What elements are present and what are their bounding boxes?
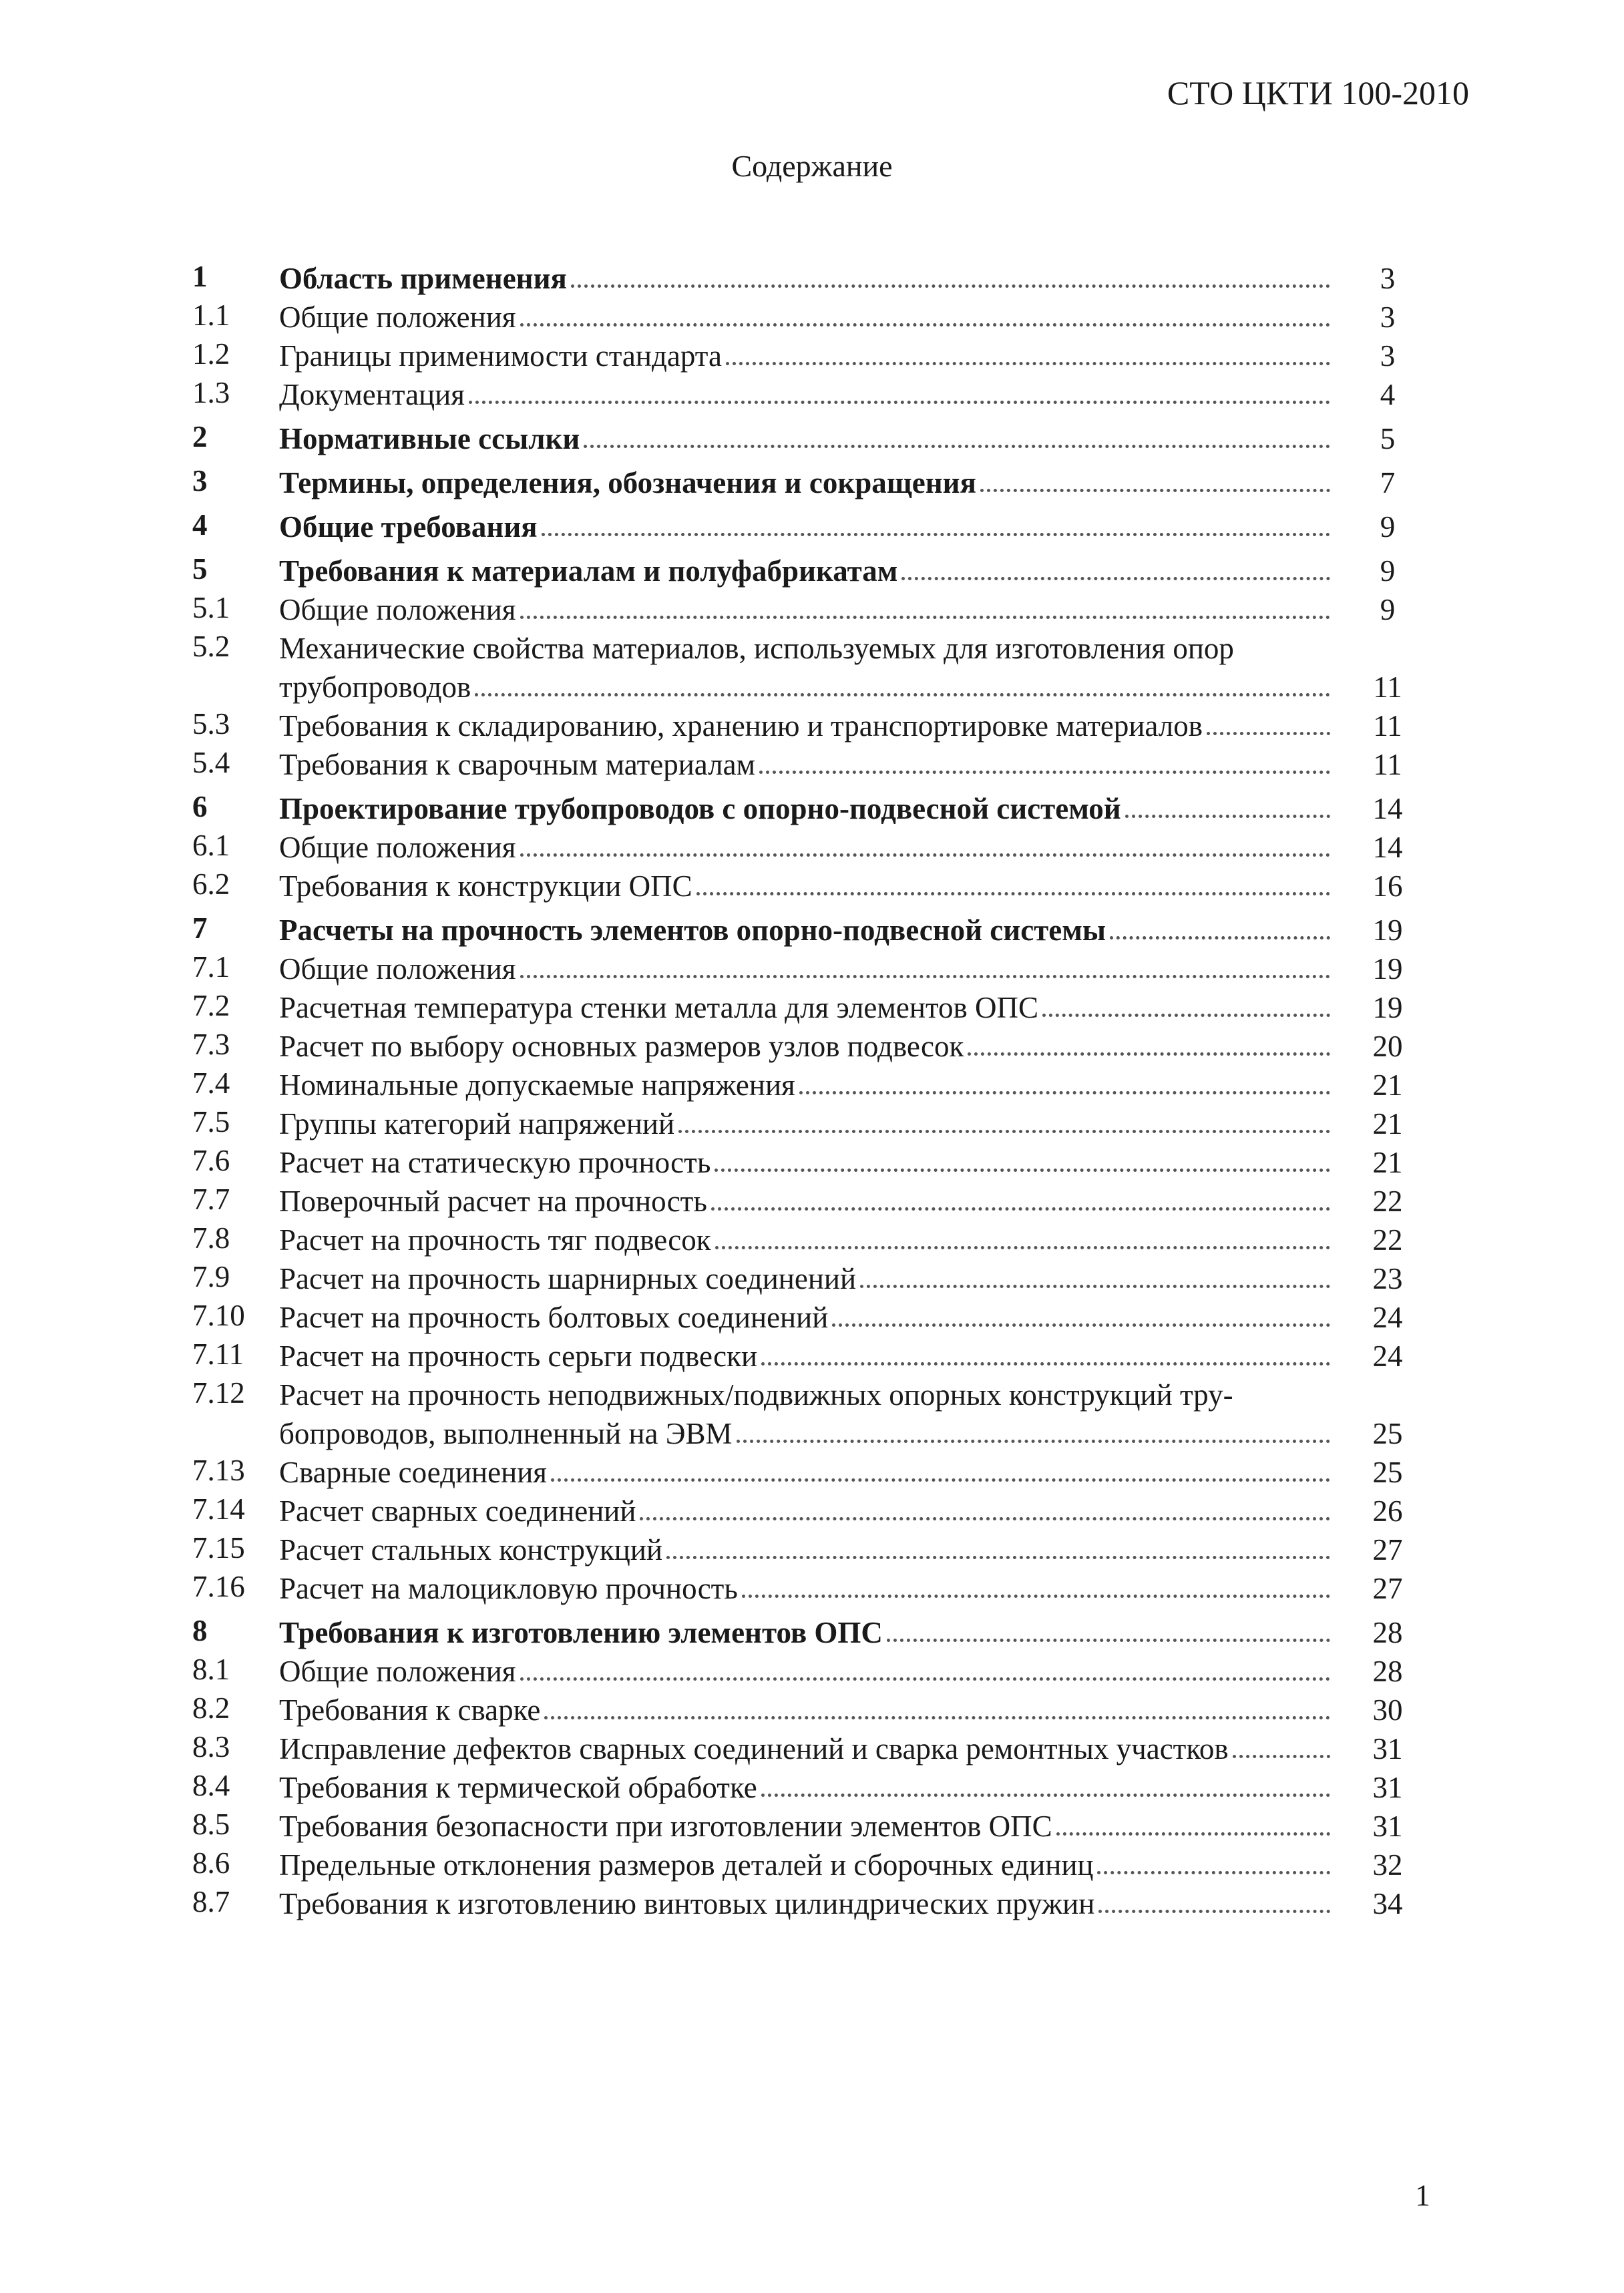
toc-entry-title: Общие положения (279, 831, 516, 864)
toc-entry-page: 22 (1372, 1223, 1403, 1257)
dot-leader (711, 1207, 1330, 1211)
toc-entry-page: 3 (1380, 262, 1396, 295)
toc-entry-title: Поверочный расчет на прочность (279, 1185, 707, 1218)
toc-entry-page: 11 (1373, 748, 1402, 781)
toc-entry-title: Расчет на прочность болтовых соединений (279, 1301, 829, 1334)
toc-entry (192, 1298, 1421, 1337)
toc-entry (192, 1104, 1421, 1143)
dot-leader (980, 489, 1330, 492)
dot-leader (640, 1517, 1330, 1520)
table-of-contents (192, 254, 1421, 1923)
toc-entry-title: Нормативные ссылки (279, 422, 580, 455)
toc-entry-title: Общие требования (279, 510, 538, 544)
toc-entry-number: 2 (192, 420, 208, 453)
toc-entry-title: Проектирование трубопроводов с опорно-подвесной системой (279, 792, 1121, 825)
toc-entry-number: 7.14 (192, 1492, 245, 1526)
toc-entry-number: 6.1 (192, 829, 230, 862)
dot-leader (584, 445, 1330, 448)
dot-leader (520, 616, 1330, 619)
toc-entry-title: Предельные отклонения размеров деталей и сборочных единиц (279, 1848, 1094, 1882)
toc-entry-title: Термины, определения, обозначения и сокращения (279, 466, 976, 499)
toc-entry-number: 7.16 (192, 1570, 245, 1603)
dot-leader (1207, 732, 1330, 735)
toc-entry (192, 1846, 1421, 1884)
dot-leader (678, 1130, 1330, 1133)
dot-leader (968, 1052, 1330, 1056)
toc-entry-title: Расчет на малоцикловую прочность (279, 1572, 738, 1605)
toc-entry-page: 16 (1372, 869, 1403, 903)
toc-entry-number: 7.4 (192, 1066, 230, 1100)
dot-leader (901, 577, 1330, 580)
toc-entry-number: 1.1 (192, 298, 230, 332)
toc-entry-page: 23 (1372, 1262, 1403, 1295)
toc-entry-title: Группы категорий напряжений (279, 1107, 675, 1140)
dot-leader (887, 1639, 1330, 1642)
dot-leader (542, 533, 1330, 536)
toc-entry-page: 14 (1372, 792, 1403, 825)
toc-entry-page: 27 (1372, 1533, 1403, 1567)
toc-entry-title: Расчеты на прочность элементов опорно-подвесной системы (279, 913, 1106, 947)
document-code: СТО ЦКТИ 100-2010 (1167, 74, 1469, 112)
toc-entry-number: 3 (192, 464, 208, 497)
toc-entry (192, 1143, 1421, 1182)
toc-entry (192, 1221, 1421, 1259)
toc-entry-title: Расчет на статическую прочность (279, 1146, 711, 1179)
toc-entry-number: 7.12 (192, 1376, 245, 1410)
toc-entry (192, 590, 1421, 629)
toc-entry-title: Границы применимости стандарта (279, 339, 722, 373)
toc-entry-title: Требования к сварочным материалам (279, 748, 756, 781)
dot-leader (469, 401, 1330, 404)
toc-entry-title: Расчет сварных соединений (279, 1494, 636, 1528)
dot-leader (1097, 1871, 1330, 1874)
toc-entry-title: Расчетная температура стенки металла для элементов ОПС (279, 991, 1039, 1024)
toc-entry (192, 745, 1421, 784)
dot-leader (571, 284, 1330, 288)
toc-entry-title: Расчет на прочность серьги подвески (279, 1339, 758, 1373)
toc-entry (192, 1259, 1421, 1298)
toc-entry-number: 7.11 (192, 1337, 244, 1371)
toc-entry-page: 9 (1380, 554, 1396, 588)
toc-entry-number: 7.10 (192, 1299, 245, 1332)
dot-leader (1233, 1755, 1330, 1758)
toc-entry (192, 1807, 1421, 1846)
toc-entry-number: 7.15 (192, 1531, 245, 1565)
toc-entry-number: 5.2 (192, 630, 230, 663)
toc-entry-number: 8.4 (192, 1769, 230, 1802)
toc-entry-title: Сварные соединения (279, 1456, 547, 1489)
toc-entry (192, 1492, 1421, 1530)
toc-entry-number: 7.6 (192, 1144, 230, 1177)
toc-entry-number: 4 (192, 508, 208, 542)
toc-entry-page: 25 (1372, 1417, 1403, 1450)
dot-leader (1098, 1910, 1330, 1913)
toc-entry-page: 19 (1372, 913, 1403, 947)
toc-entry (192, 1066, 1421, 1104)
toc-entry-page: 21 (1372, 1146, 1403, 1179)
dot-leader (1110, 936, 1330, 940)
toc-entry-title: Требования к изготовлению винтовых цилиндрических пружин (279, 1887, 1095, 1920)
toc-entry (192, 1337, 1421, 1376)
toc-entry-number: 1.3 (192, 376, 230, 409)
toc-entry-title: Область применения (279, 262, 567, 295)
toc-entry (192, 1613, 1421, 1652)
toc-entry-number: 8.6 (192, 1846, 230, 1880)
toc-entry-number: 7.5 (192, 1105, 230, 1138)
toc-entry-number: 5.1 (192, 591, 230, 624)
toc-entry-page: 9 (1380, 593, 1396, 626)
toc-entry-title: Общие положения (279, 593, 516, 626)
toc-entry (192, 1182, 1421, 1221)
toc-entry-page: 19 (1372, 991, 1403, 1024)
toc-entry (192, 1691, 1421, 1729)
dot-leader (1125, 815, 1330, 818)
toc-entry-number: 7.3 (192, 1028, 230, 1061)
toc-entry (192, 463, 1421, 502)
toc-entry (192, 1729, 1421, 1768)
toc-entry-page: 20 (1372, 1030, 1403, 1063)
dot-leader (544, 1716, 1330, 1719)
toc-entry (192, 298, 1421, 337)
toc-entry (192, 950, 1421, 988)
toc-entry-page: 30 (1372, 1693, 1403, 1727)
toc-entry-title: Общие положения (279, 952, 516, 986)
toc-entry-title: Требования к конструкции ОПС (279, 869, 692, 903)
dot-leader (726, 362, 1330, 365)
dot-leader (715, 1169, 1330, 1172)
toc-entry-title: Расчет по выбору основных размеров узлов подвесок (279, 1030, 964, 1063)
toc-entry-number: 7.7 (192, 1183, 230, 1216)
toc-entry-page: 14 (1372, 831, 1403, 864)
toc-entry-title: Общие положения (279, 1655, 516, 1688)
dot-leader (761, 1362, 1330, 1366)
toc-entry-number: 7.2 (192, 989, 230, 1022)
toc-entry (192, 1376, 1421, 1453)
toc-entry (192, 789, 1421, 828)
toc-entry-number: 7.8 (192, 1221, 230, 1255)
toc-entry-number: 8 (192, 1614, 208, 1647)
toc-entry-page: 24 (1372, 1339, 1403, 1373)
toc-entry (192, 1530, 1421, 1569)
toc-entry-page: 4 (1380, 378, 1396, 411)
toc-entry-page: 11 (1373, 670, 1402, 704)
toc-entry-title: Документация (279, 378, 465, 411)
toc-entry-number: 8.3 (192, 1730, 230, 1763)
toc-entry-number: 7.13 (192, 1454, 245, 1487)
dot-leader (551, 1478, 1330, 1482)
toc-entry-title: Требования к складированию, хранению и транспортировке материалов (279, 709, 1203, 743)
toc-entry-number: 7.1 (192, 950, 230, 984)
dot-leader (742, 1595, 1330, 1598)
toc-entry-number: 6 (192, 790, 208, 823)
page-number: 1 (1415, 2178, 1430, 2212)
toc-entry (192, 259, 1421, 298)
toc-entry-page: 26 (1372, 1494, 1403, 1528)
toc-entry (192, 1027, 1421, 1066)
dot-leader (475, 693, 1330, 696)
toc-entry-page: 28 (1372, 1616, 1403, 1649)
toc-entry (192, 1768, 1421, 1807)
toc-entry-page: 21 (1372, 1107, 1403, 1140)
toc-entry (192, 1884, 1421, 1923)
dot-leader (761, 1794, 1330, 1797)
toc-entry-title: Расчет на прочность неподвижных/подвижных опорных конструкций тру- (279, 1378, 1233, 1412)
toc-entry (192, 419, 1421, 458)
toc-entry-number: 1.2 (192, 337, 230, 371)
toc-entry-number: 5.4 (192, 746, 230, 779)
toc-entry-title-continuation: бопроводов, выполненный на ЭВМ (279, 1417, 733, 1450)
dot-leader (1056, 1832, 1330, 1836)
toc-entry-number: 1 (192, 260, 208, 293)
toc-entry-title: Требования к материалам и полуфабрикатам (279, 554, 898, 588)
toc-entry-page: 27 (1372, 1572, 1403, 1605)
toc-entry-number: 6.2 (192, 867, 230, 901)
toc-entry (192, 337, 1421, 375)
toc-entry-title: Номинальные допускаемые напряжения (279, 1068, 795, 1102)
toc-entry (192, 828, 1421, 867)
toc-entry-title: Расчет стальных конструкций (279, 1533, 663, 1567)
dot-leader (520, 975, 1330, 978)
toc-entry-title: Исправление дефектов сварных соединений и сварка ремонтных участков (279, 1732, 1229, 1765)
toc-entry (192, 1569, 1421, 1608)
toc-entry-title: Расчет на прочность шарнирных соединений (279, 1262, 857, 1295)
toc-entry-number: 8.2 (192, 1691, 230, 1725)
toc-entry-number: 8.1 (192, 1653, 230, 1686)
dot-leader (520, 1677, 1330, 1681)
toc-entry-number: 8.5 (192, 1808, 230, 1841)
toc-entry-page: 19 (1372, 952, 1403, 986)
toc-entry (192, 629, 1421, 706)
toc-entry-page: 21 (1372, 1068, 1403, 1102)
toc-entry-page: 5 (1380, 422, 1396, 455)
toc-entry-page: 31 (1372, 1810, 1403, 1843)
toc-entry-page: 31 (1372, 1732, 1403, 1765)
toc-entry-page: 25 (1372, 1456, 1403, 1489)
toc-entry (192, 1453, 1421, 1492)
toc-entry (192, 1652, 1421, 1691)
dot-leader (737, 1440, 1330, 1443)
toc-entry-title: Требования к термической обработке (279, 1771, 757, 1804)
toc-entry-page: 34 (1372, 1887, 1403, 1920)
dot-leader (715, 1246, 1330, 1249)
toc-entry-title: Требования к сварке (279, 1693, 541, 1727)
dot-leader (520, 853, 1330, 857)
toc-entry (192, 552, 1421, 590)
toc-entry (192, 911, 1421, 950)
toc-entry-page: 9 (1380, 510, 1396, 544)
toc-entry (192, 988, 1421, 1027)
toc-entry-title: Механические свойства материалов, используемых для изготовления опор (279, 632, 1234, 665)
toc-entry-page: 31 (1372, 1771, 1403, 1804)
toc-title: Содержание (731, 149, 893, 183)
dot-leader (832, 1323, 1330, 1327)
toc-entry (192, 507, 1421, 546)
toc-entry-page: 22 (1372, 1185, 1403, 1218)
toc-entry-title: Расчет на прочность тяг подвесок (279, 1223, 711, 1257)
toc-entry-number: 7 (192, 911, 208, 945)
toc-entry-page: 28 (1372, 1655, 1403, 1688)
toc-entry-page: 7 (1380, 466, 1396, 499)
toc-entry-title: Требования безопасности при изготовлении элементов ОПС (279, 1810, 1052, 1843)
toc-entry-number: 8.7 (192, 1885, 230, 1918)
dot-leader (799, 1091, 1330, 1094)
toc-entry-title-continuation: трубопроводов (279, 670, 471, 704)
toc-entry-number: 5 (192, 552, 208, 586)
dot-leader (860, 1285, 1330, 1288)
toc-entry-number: 5.3 (192, 707, 230, 741)
toc-entry-title: Общие положения (279, 300, 516, 334)
toc-entry (192, 706, 1421, 745)
toc-entry-page: 32 (1372, 1848, 1403, 1882)
toc-entry-page: 11 (1373, 709, 1402, 743)
toc-entry (192, 375, 1421, 414)
toc-entry (192, 867, 1421, 905)
toc-entry-page: 3 (1380, 300, 1396, 334)
toc-entry-page: 3 (1380, 339, 1396, 373)
toc-entry-title: Требования к изготовлению элементов ОПС (279, 1616, 883, 1649)
dot-leader (696, 892, 1330, 895)
dot-leader (666, 1556, 1330, 1559)
dot-leader (520, 323, 1330, 327)
toc-entry-page: 24 (1372, 1301, 1403, 1334)
toc-entry-number: 7.9 (192, 1260, 230, 1293)
dot-leader (1042, 1014, 1330, 1017)
dot-leader (759, 771, 1330, 774)
